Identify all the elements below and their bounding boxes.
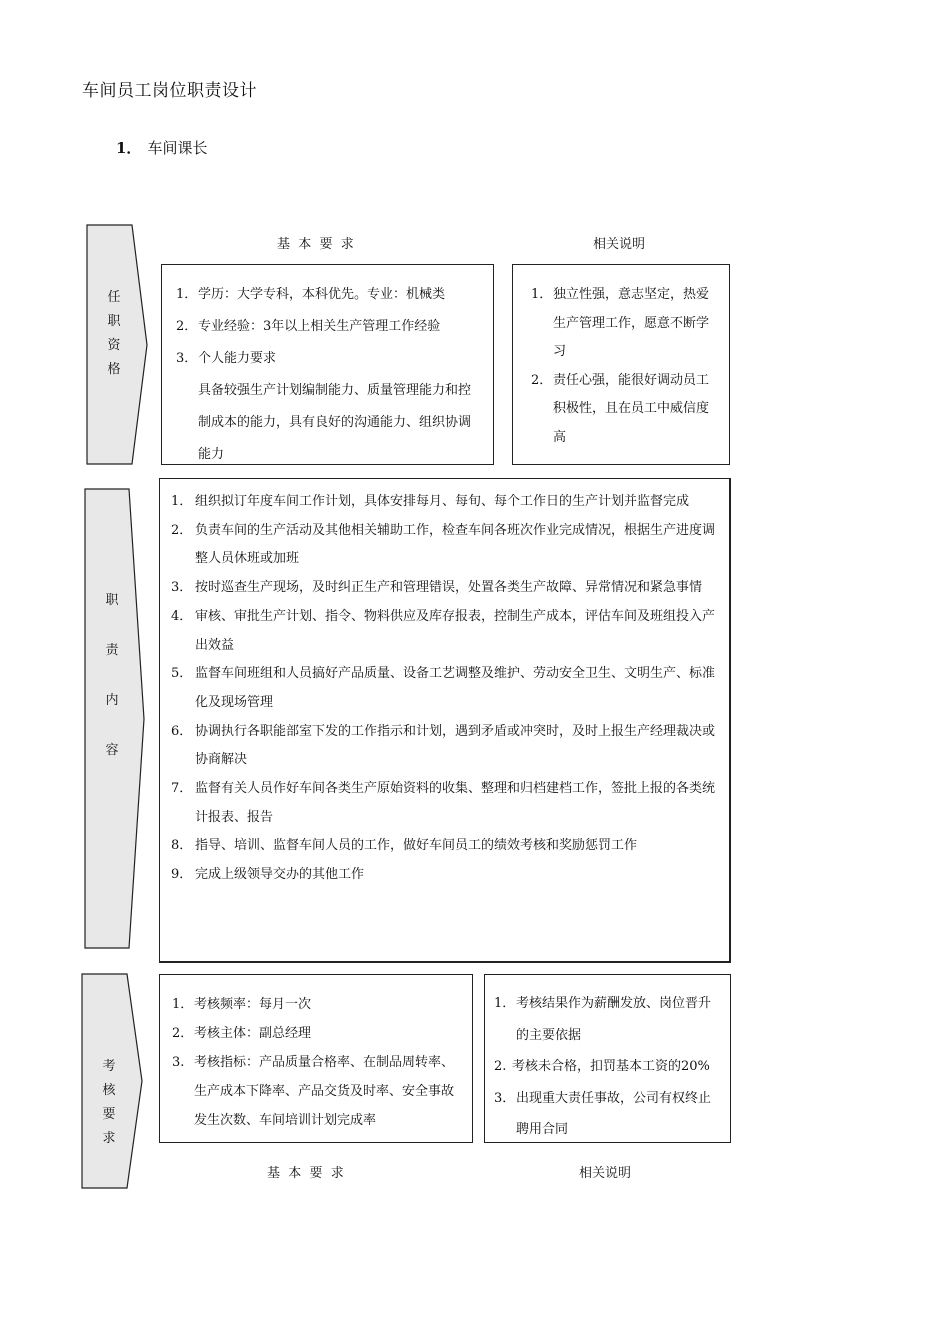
item-number: 3. — [172, 1055, 185, 1070]
item-text: 按时巡查生产现场，及时纠正生产和管理错误，处置各类生产故障、异常情况和紧急事情 — [195, 580, 703, 596]
item-text: 责任心强，能很好调动员工积极性，且在员工中威信度高 — [553, 372, 710, 445]
list-item — [171, 832, 717, 861]
section-number: 1． — [116, 139, 142, 157]
duties-arrow-label — [102, 589, 122, 789]
qualification-char: 任 — [107, 290, 121, 305]
item-text: 协调执行各职能部室下发的工作指示和计划，遇到矛盾或冲突时，及时上报生产经理裁决或协商解决 — [195, 723, 716, 768]
item-text: 个人能力要求 — [198, 351, 277, 366]
item-number: 9． — [171, 867, 193, 883]
list-item — [494, 1083, 722, 1146]
list-item — [171, 488, 717, 517]
item-number: 4． — [171, 608, 193, 624]
section-heading — [116, 137, 207, 158]
item-number: 2． — [531, 372, 553, 388]
item-number: 2． — [171, 522, 193, 538]
assessment-char: 要 — [102, 1107, 116, 1122]
item-number: 1． — [176, 287, 198, 302]
qualification-related-list — [531, 281, 717, 452]
duties-char: 内 — [105, 693, 119, 708]
qualification-basic-list — [176, 279, 483, 471]
item-text: 监督车间班组和人员搞好产品质量、设备工艺调整及维护、劳动安全卫生、文明生产、标准化及现场管理 — [195, 666, 716, 710]
list-item — [171, 718, 717, 775]
item-text: 考核主体：副总经理 — [194, 1026, 312, 1041]
qualification-basic-box — [161, 264, 494, 465]
list-item — [176, 311, 483, 343]
item-text: 考核结果作为薪酬发放、岗位晋升的主要依据 — [516, 996, 712, 1043]
duties-list — [171, 488, 717, 890]
list-item — [171, 574, 717, 603]
item-text: 出现重大责任事故，公司有权终止聘用合同 — [516, 1090, 712, 1137]
item-text: 审核、审批生产计划、指令、物料供应及库存报表，控制生产成本，评估车间及班组投入产出效益 — [195, 608, 716, 653]
item-number: 1． — [531, 287, 553, 302]
item-text: 考核未合格，扣罚基本工资的20% — [512, 1059, 710, 1074]
document-title: 车间员工岗位职责设计 — [82, 81, 257, 101]
item-number: 1． — [494, 996, 516, 1011]
item-number: 6． — [171, 723, 193, 739]
list-item — [172, 1048, 462, 1135]
item-text: 组织拟订年度车间工作计划，具体安排每月、每旬、每个工作日的生产计划并监督完成 — [195, 494, 690, 509]
qualification-char: 格 — [107, 362, 121, 377]
item-number: 5． — [171, 666, 193, 682]
item-number: 2． — [172, 1026, 194, 1041]
assessment-related-list — [494, 988, 722, 1146]
assessment-char: 核 — [102, 1083, 116, 1098]
duties-char: 容 — [105, 743, 119, 758]
item-text: 具备较强生产计划编制能力、质量管理能力和控制成本的能力，具有良好的沟通能力、组织协调能力 — [198, 383, 472, 462]
item-text: 监督有关人员作好车间各类生产原始资料的收集、整理和归档建档工作，签批上报的各类统计报表、报告 — [195, 781, 716, 825]
section-title: 车间课长 — [147, 139, 208, 157]
related-notes-label-top: 相关说明 — [593, 237, 646, 252]
qualification-char: 资 — [107, 338, 121, 353]
assessment-char: 考 — [102, 1059, 116, 1074]
item-number: 1． — [171, 494, 193, 509]
list-item — [171, 861, 717, 890]
duties-char: 责 — [105, 643, 119, 658]
item-text: 考核指标：产品质量合格率、在制品周转率、生产成本下降率、产品交货及时率、安全事故发生次数、车间培训计划完成率 — [194, 1055, 455, 1128]
qualification-char: 职 — [107, 314, 121, 329]
list-item — [171, 660, 717, 717]
list-item — [172, 1019, 462, 1048]
item-number: 3． — [171, 580, 193, 596]
qualification-arrow-label — [104, 286, 124, 382]
item-text: 学历：大学专科，本科优先。专业：机械类 — [198, 287, 446, 302]
item-text: 完成上级领导交办的其他工作 — [195, 867, 365, 883]
item-number: 2． — [176, 319, 198, 334]
basic-requirements-label-bottom: 基 本 要 求 — [267, 1166, 344, 1181]
item-text: 考核频率：每月一次 — [194, 997, 312, 1012]
assessment-basic-box — [159, 974, 473, 1143]
item-text: 专业经验：3年以上相关生产管理工作经验 — [198, 319, 441, 334]
item-text: 独立性强，意志坚定，热爱生产管理工作，愿意不断学习 — [553, 287, 710, 359]
list-item — [494, 988, 722, 1051]
assessment-related-box — [484, 974, 731, 1143]
item-number: 2. — [494, 1059, 507, 1074]
list-item — [494, 1051, 722, 1083]
item-number: 7． — [171, 781, 193, 797]
assessment-char: 求 — [102, 1131, 116, 1146]
duties-box — [159, 478, 731, 963]
item-text: 指导、培训、监督车间人员的工作，做好车间员工的绩效考核和奖励惩罚工作 — [195, 838, 638, 854]
list-item — [176, 375, 483, 471]
related-notes-label-bottom: 相关说明 — [579, 1166, 632, 1181]
list-item — [531, 281, 717, 367]
item-number: 8． — [171, 838, 193, 854]
list-item — [531, 367, 717, 453]
basic-requirements-label-top: 基 本 要 求 — [277, 237, 354, 252]
item-number: 3． — [176, 351, 198, 366]
item-text: 负责车间的生产活动及其他相关辅助工作，检查车间各班次作业完成情况，根据生产进度调整人员休班或加班 — [195, 522, 716, 567]
list-item — [176, 343, 483, 375]
item-number: 3． — [494, 1090, 516, 1106]
list-item — [171, 517, 717, 574]
assessment-arrow-label — [99, 1055, 119, 1151]
qualification-related-box — [512, 264, 730, 465]
list-item — [171, 775, 717, 832]
list-item — [176, 279, 483, 311]
list-item — [171, 603, 717, 660]
assessment-basic-list — [172, 990, 462, 1135]
list-item — [172, 990, 462, 1019]
item-number: 1． — [172, 997, 194, 1012]
duties-char: 职 — [105, 593, 119, 608]
